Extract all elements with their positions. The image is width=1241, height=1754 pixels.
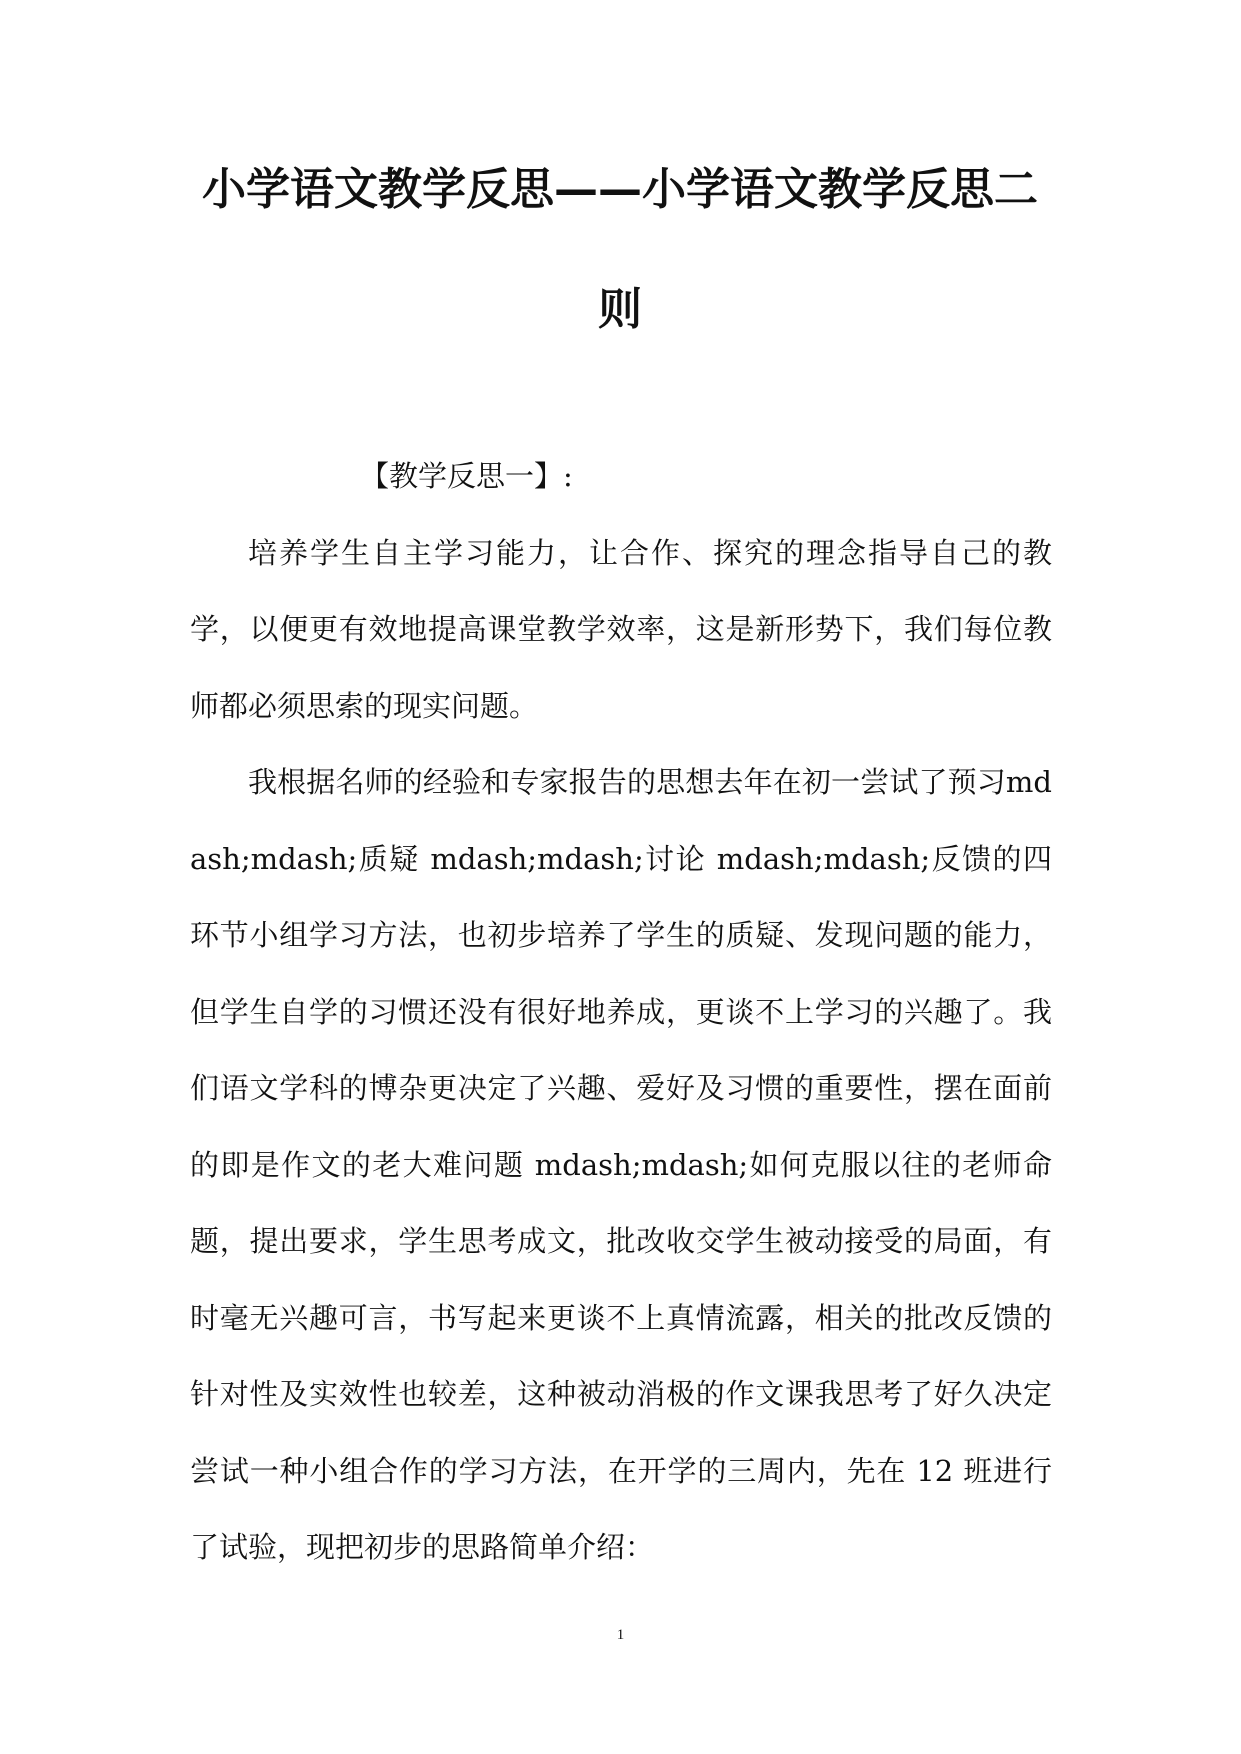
- section-heading: 【教学反思一】:: [360, 459, 573, 493]
- paragraph-1: 培养学生自主学习能力，让合作、探究的理念指导自己的教学，以便更有效地提高课堂教学效率，这是新形势下，我们每位教师都必须思索的现实问题。: [190, 535, 1052, 723]
- document-title: [190, 130, 1050, 370]
- page-number: 1: [616, 1627, 625, 1643]
- title-line-2: 则: [598, 284, 642, 335]
- paragraph-2: 我根据名师的经验和专家报告的思想去年在初一尝试了预习mdash;mdash;质疑 mdash;mdash;讨论 mdash;mdash;反馈的四环节小组学习方法，也初步培养了学生的质疑、发现问题的能力，但学生自学的习惯还没有很好地养成，更谈不上学习的兴趣了。我们语文学科的博杂更决定了兴趣、爱好及习惯的重要性，摆在面前的即是作文的老大难问题 mdash;mdash;如何克服以往的老师命题，提出要求，学生思考成文，批改收交学生被动接受的局面，有时毫无兴趣可言，书写起来更谈不上真情流露，相关的批改反馈的针对性及实效性也较差，这种被动消极的作文课我思考了好久决定尝试一种小组合作的学习方法，在开学的三周内，先在 12 班进行了试验，现把初步的思路简单介绍：: [190, 765, 1052, 1564]
- title-line-1: 小学语文教学反思——小学语文教学反思二: [202, 164, 1038, 215]
- document-body: [190, 438, 1052, 1586]
